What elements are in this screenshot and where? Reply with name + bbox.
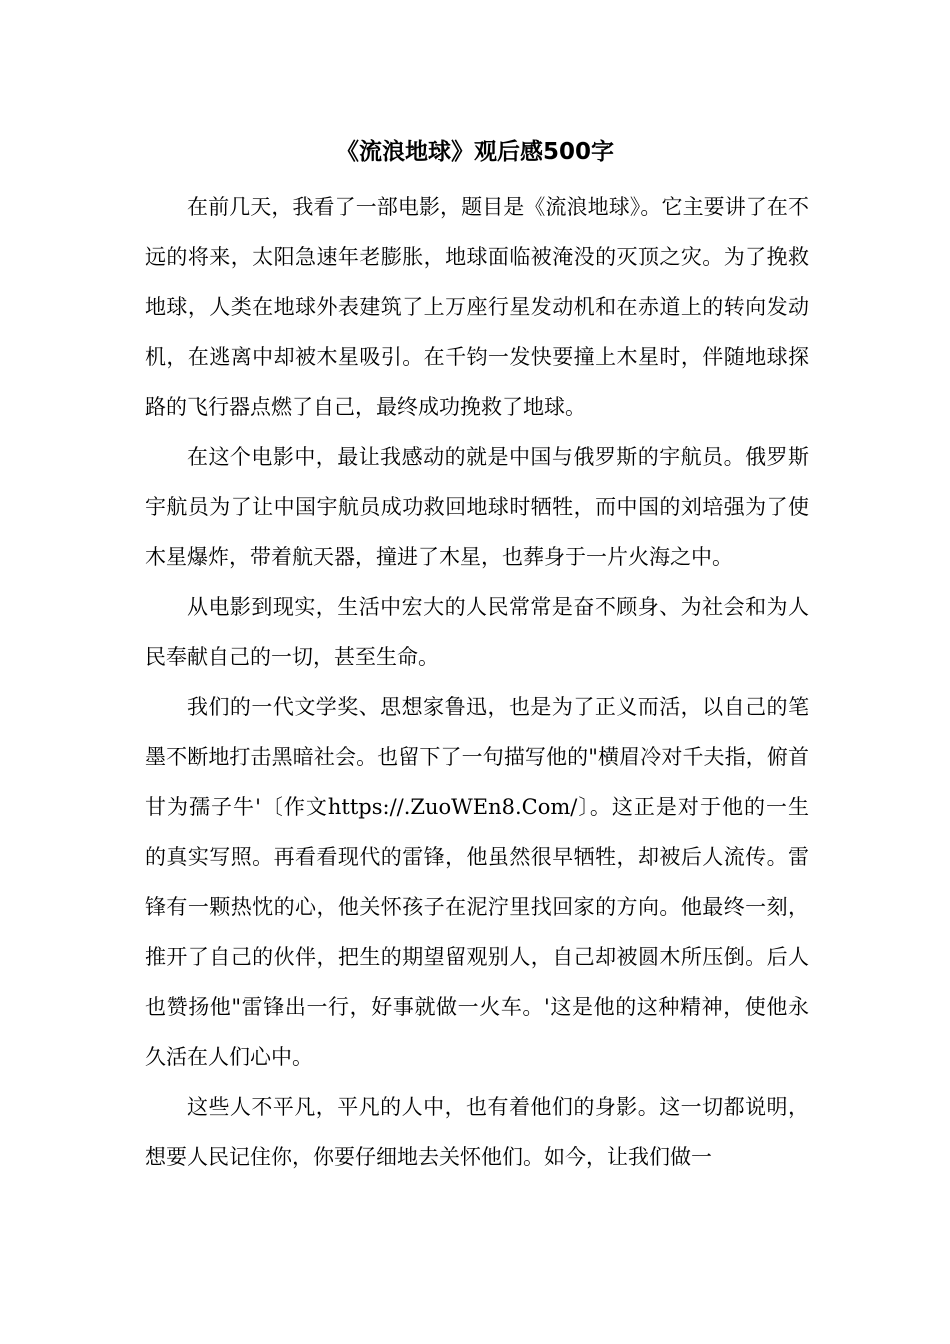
paragraph-1: 在前几天，我看了一部电影，题目是《流浪地球》。它主要讲了在不远的将来，太阳急速年老膨胀，地球面临被淹没的灭顶之灾。为了挽救地球，人类在地球外表建筑了上万座行星发动机和在赤道上的转向发动机，在逃离中却被木星吸引。在千钧一发快要撞上木星时，伴随地球探路的飞行器点燃了自己，最终成功挽救了地球。 [145, 195, 809, 419]
paragraph-5: 这些人不平凡，平凡的人中，也有着他们的身影。这一切都说明，想要人民记住你，你要仔细地去关怀他们。如今，让我们做一 [145, 1095, 809, 1169]
document-title: 《流浪地球》观后感500字 [335, 139, 614, 165]
paragraph-3: 从电影到现实，生活中宏大的人民常常是奋不顾身、为社会和为人民奉献自己的一切，甚至生命。 [145, 595, 809, 669]
paragraph-4: 我们的一代文学奖、思想家鲁迅，也是为了正义而活，以自己的笔墨不断地打击黑暗社会。也留下了一句描写他的"横眉冷对千夫指，俯首甘为孺子牛'〔作文https://.ZuoWEn8.Com/〕。这正是对于他的一生的真实写照。再看看现代的雷锋，他虽然很早牺牲，却被后人流传。雷锋有一颗热忱的心，他关怀孩子在泥泞里找回家的方向。他最终一刻，推开了自己的伙伴，把生的期望留观别人，自己却被圆木所压倒。后人也赞扬他"雷锋出一行，好事就做一火车。'这是他的这种精神，使他永久活在人们心中。 [145, 695, 809, 1069]
paragraph-2: 在这个电影中，最让我感动的就是中国与俄罗斯的宇航员。俄罗斯宇航员为了让中国宇航员成功救回地球时牺牲，而中国的刘培强为了使木星爆炸，带着航天器，撞进了木星，也葬身于一片火海之中。 [145, 445, 809, 569]
document-body [145, 182, 809, 1182]
